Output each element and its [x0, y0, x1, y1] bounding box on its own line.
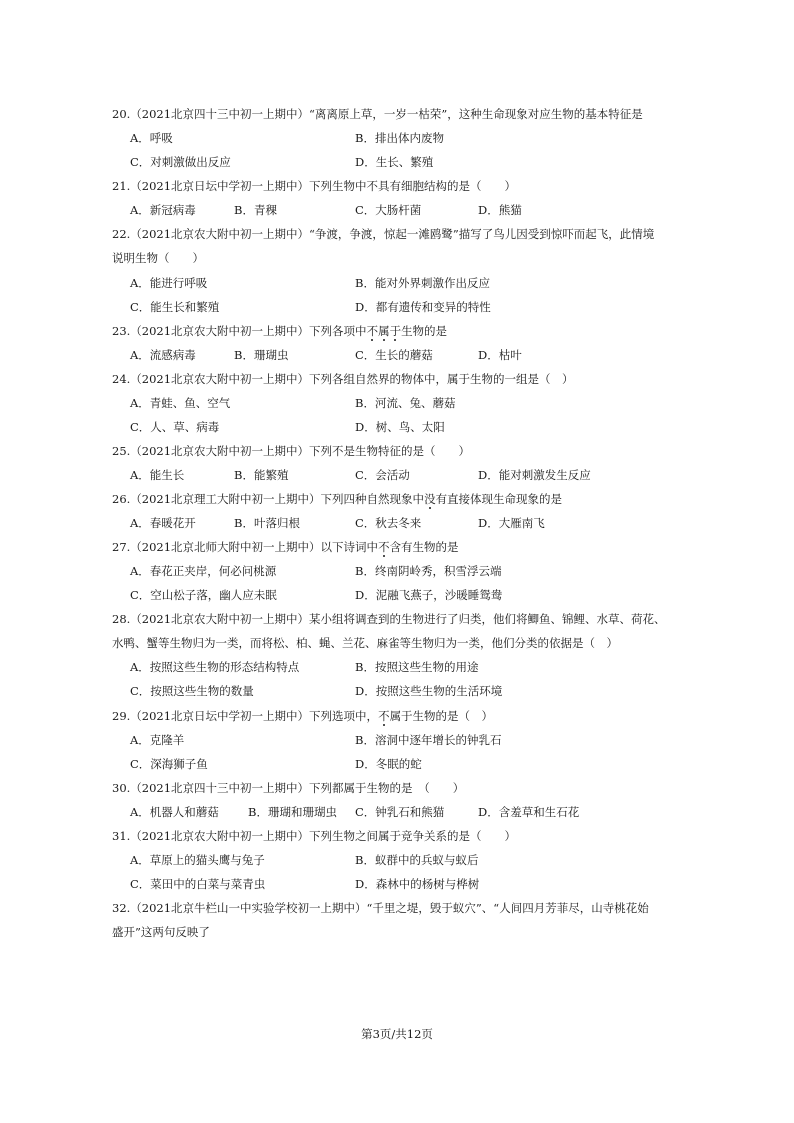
stem-text: 26.（2021北京理工大附中初一上期中）下列四种自然现象中 — [112, 492, 425, 506]
question-stem: 31.（2021北京农大附中初一上期中）下列生物之间属于竞争关系的是（ ） — [112, 829, 517, 843]
option-a: A．能进行呼吸 — [130, 276, 208, 290]
option-d: D．按照这些生物的生活环境 — [355, 684, 503, 698]
question-stem — [112, 319, 692, 343]
option-c: C．按照这些生物的数量 — [130, 684, 254, 698]
question-stem — [112, 487, 692, 511]
stem-text: 有直接体现生命现象的是 — [435, 492, 563, 506]
stem-text: 29.（2021北京日坛中学初一上期中）下列选项中， — [112, 709, 379, 723]
option-a: A．新冠病毒 — [130, 203, 196, 217]
question-stem: 20.（2021北京四十三中初一上期中）“离离原上草，一岁一枯荣”，这种生命现象对应生物的基本特征是 — [112, 107, 643, 121]
question-stem-line-1: 28.（2021北京农大附中初一上期中）某小组将调查到的生物进行了归类，他们将鲫鱼、锦鲤、水草、荷花、 — [112, 612, 666, 626]
option-b: B．能繁殖 — [234, 468, 289, 482]
question-stem-line-1: 22.（2021北京农大附中初一上期中）“争渡，争渡，惊起一滩鸥鹭”描写了鸟儿因受到惊吓而起飞，此情境 — [112, 227, 655, 241]
option-a: A．草原上的猫头鹰与兔子 — [130, 853, 265, 867]
option-c: C．大肠杆菌 — [355, 203, 422, 217]
option-c: C．菜田中的白菜与菜青虫 — [130, 877, 266, 891]
option-b: B．排出体内废物 — [355, 131, 444, 145]
option-d: D．森林中的杨树与桦树 — [355, 877, 480, 891]
question-stem: 30.（2021北京四十三中初一上期中）下列都属于生物的是 （ ） — [112, 781, 465, 795]
stem-text: 属于生物的是（ ） — [389, 709, 494, 723]
stem-text: 含有生物的是 — [389, 540, 459, 554]
option-b: B．河流、兔、蘑菇 — [355, 396, 456, 410]
question-stem — [112, 704, 692, 728]
emphasis-char: 不 — [378, 709, 390, 723]
option-b: B．青稞 — [234, 203, 277, 217]
option-b: B．终南阴岭秀，积雪浮云端 — [355, 564, 502, 578]
option-c: C．能生长和繁殖 — [130, 300, 220, 314]
page-number-footer: 第3页/共12页 — [361, 1027, 433, 1041]
option-c: C．秋去冬来 — [355, 516, 422, 530]
option-c: C．生长的蘑菇 — [355, 348, 433, 362]
question-stem-line-2: 盛开”这两句反映了 — [112, 925, 210, 939]
option-c: C．人、草、病毒 — [130, 420, 220, 434]
option-a: A．春暖花开 — [130, 516, 196, 530]
option-a: A．流感病毒 — [130, 348, 196, 362]
option-a: A．克隆羊 — [130, 733, 185, 747]
option-d: D．生长、繁殖 — [355, 155, 434, 169]
option-a: A．春花正夹岸，何必问桃源 — [130, 564, 277, 578]
option-a: A．能生长 — [130, 468, 185, 482]
emphasis-char: 不 — [366, 324, 379, 338]
question-stem: 24.（2021北京农大附中初一上期中）下列各组自然界的物体中，属于生物的一组是（ ） — [112, 372, 574, 386]
question-stem: 21.（2021北京日坛中学初一上期中）下列生物中不具有细胞结构的是（ ） — [112, 179, 517, 193]
emphasis-char: 不 — [378, 540, 390, 554]
option-d: D．树、鸟、太阳 — [355, 420, 445, 434]
option-d: D．能对刺激发生反应 — [478, 468, 591, 482]
option-b: B．珊瑚和珊瑚虫 — [248, 805, 337, 819]
option-b: B．叶落归根 — [234, 516, 300, 530]
option-a: A．机器人和蘑菇 — [130, 805, 219, 819]
emphasis-char: 没 — [424, 492, 436, 506]
option-d: D．熊猫 — [478, 203, 522, 217]
option-d: D．含羞草和生石花 — [478, 805, 580, 819]
question-stem-line-2: 说明生物（ ） — [112, 251, 204, 265]
option-d: D．冬眠的蛇 — [355, 757, 422, 771]
option-c: C．深海狮子鱼 — [130, 757, 208, 771]
option-a: A．青蛙、鱼、空气 — [130, 396, 231, 410]
question-stem-line-2: 水鸭、蟹等生物归为一类，而将松、柏、蝇、兰花、麻雀等生物归为一类，他们分类的依据是（ ） — [112, 636, 618, 650]
stem-text: 23.（2021北京农大附中初一上期中）下列各项中 — [112, 324, 367, 338]
option-b: B．按照这些生物的用途 — [355, 660, 479, 674]
option-d: D．大雁南飞 — [478, 516, 545, 530]
emphasis-char: 于 — [389, 324, 402, 338]
question-stem-line-1: 32.（2021北京牛栏山一中实验学校初一上期中）“千里之堤，毁于蚁穴”、“人间四月芳菲尽，山寺桃花始 — [112, 901, 649, 915]
option-d: D．枯叶 — [478, 348, 522, 362]
option-b: B．蚁群中的兵蚁与蚁后 — [355, 853, 479, 867]
emphasis-char: 属 — [378, 324, 390, 338]
option-b: B．溶洞中逐年增长的钟乳石 — [355, 733, 502, 747]
option-a: A．按照这些生物的形态结构特点 — [130, 660, 300, 674]
question-stem — [112, 535, 692, 559]
option-b: B．能对外界刺激作出反应 — [355, 276, 490, 290]
stem-text: 生物的是 — [401, 324, 448, 338]
option-a: A．呼吸 — [130, 131, 173, 145]
option-d: D．都有遗传和变异的特性 — [355, 300, 491, 314]
option-b: B．珊瑚虫 — [234, 348, 289, 362]
option-c: C．钟乳石和熊猫 — [355, 805, 445, 819]
option-c: C．对刺激做出反应 — [130, 155, 231, 169]
option-c: C．空山松子落，幽人应未眠 — [130, 588, 277, 602]
stem-text: 27.（2021北京北师大附中初一上期中）以下诗词中 — [112, 540, 379, 554]
question-stem: 25.（2021北京农大附中初一上期中）下列不是生物特征的是（ ） — [112, 444, 471, 458]
option-d: D．泥融飞燕子，沙暖睡鸳鸯 — [355, 588, 503, 602]
option-c: C．会活动 — [355, 468, 410, 482]
